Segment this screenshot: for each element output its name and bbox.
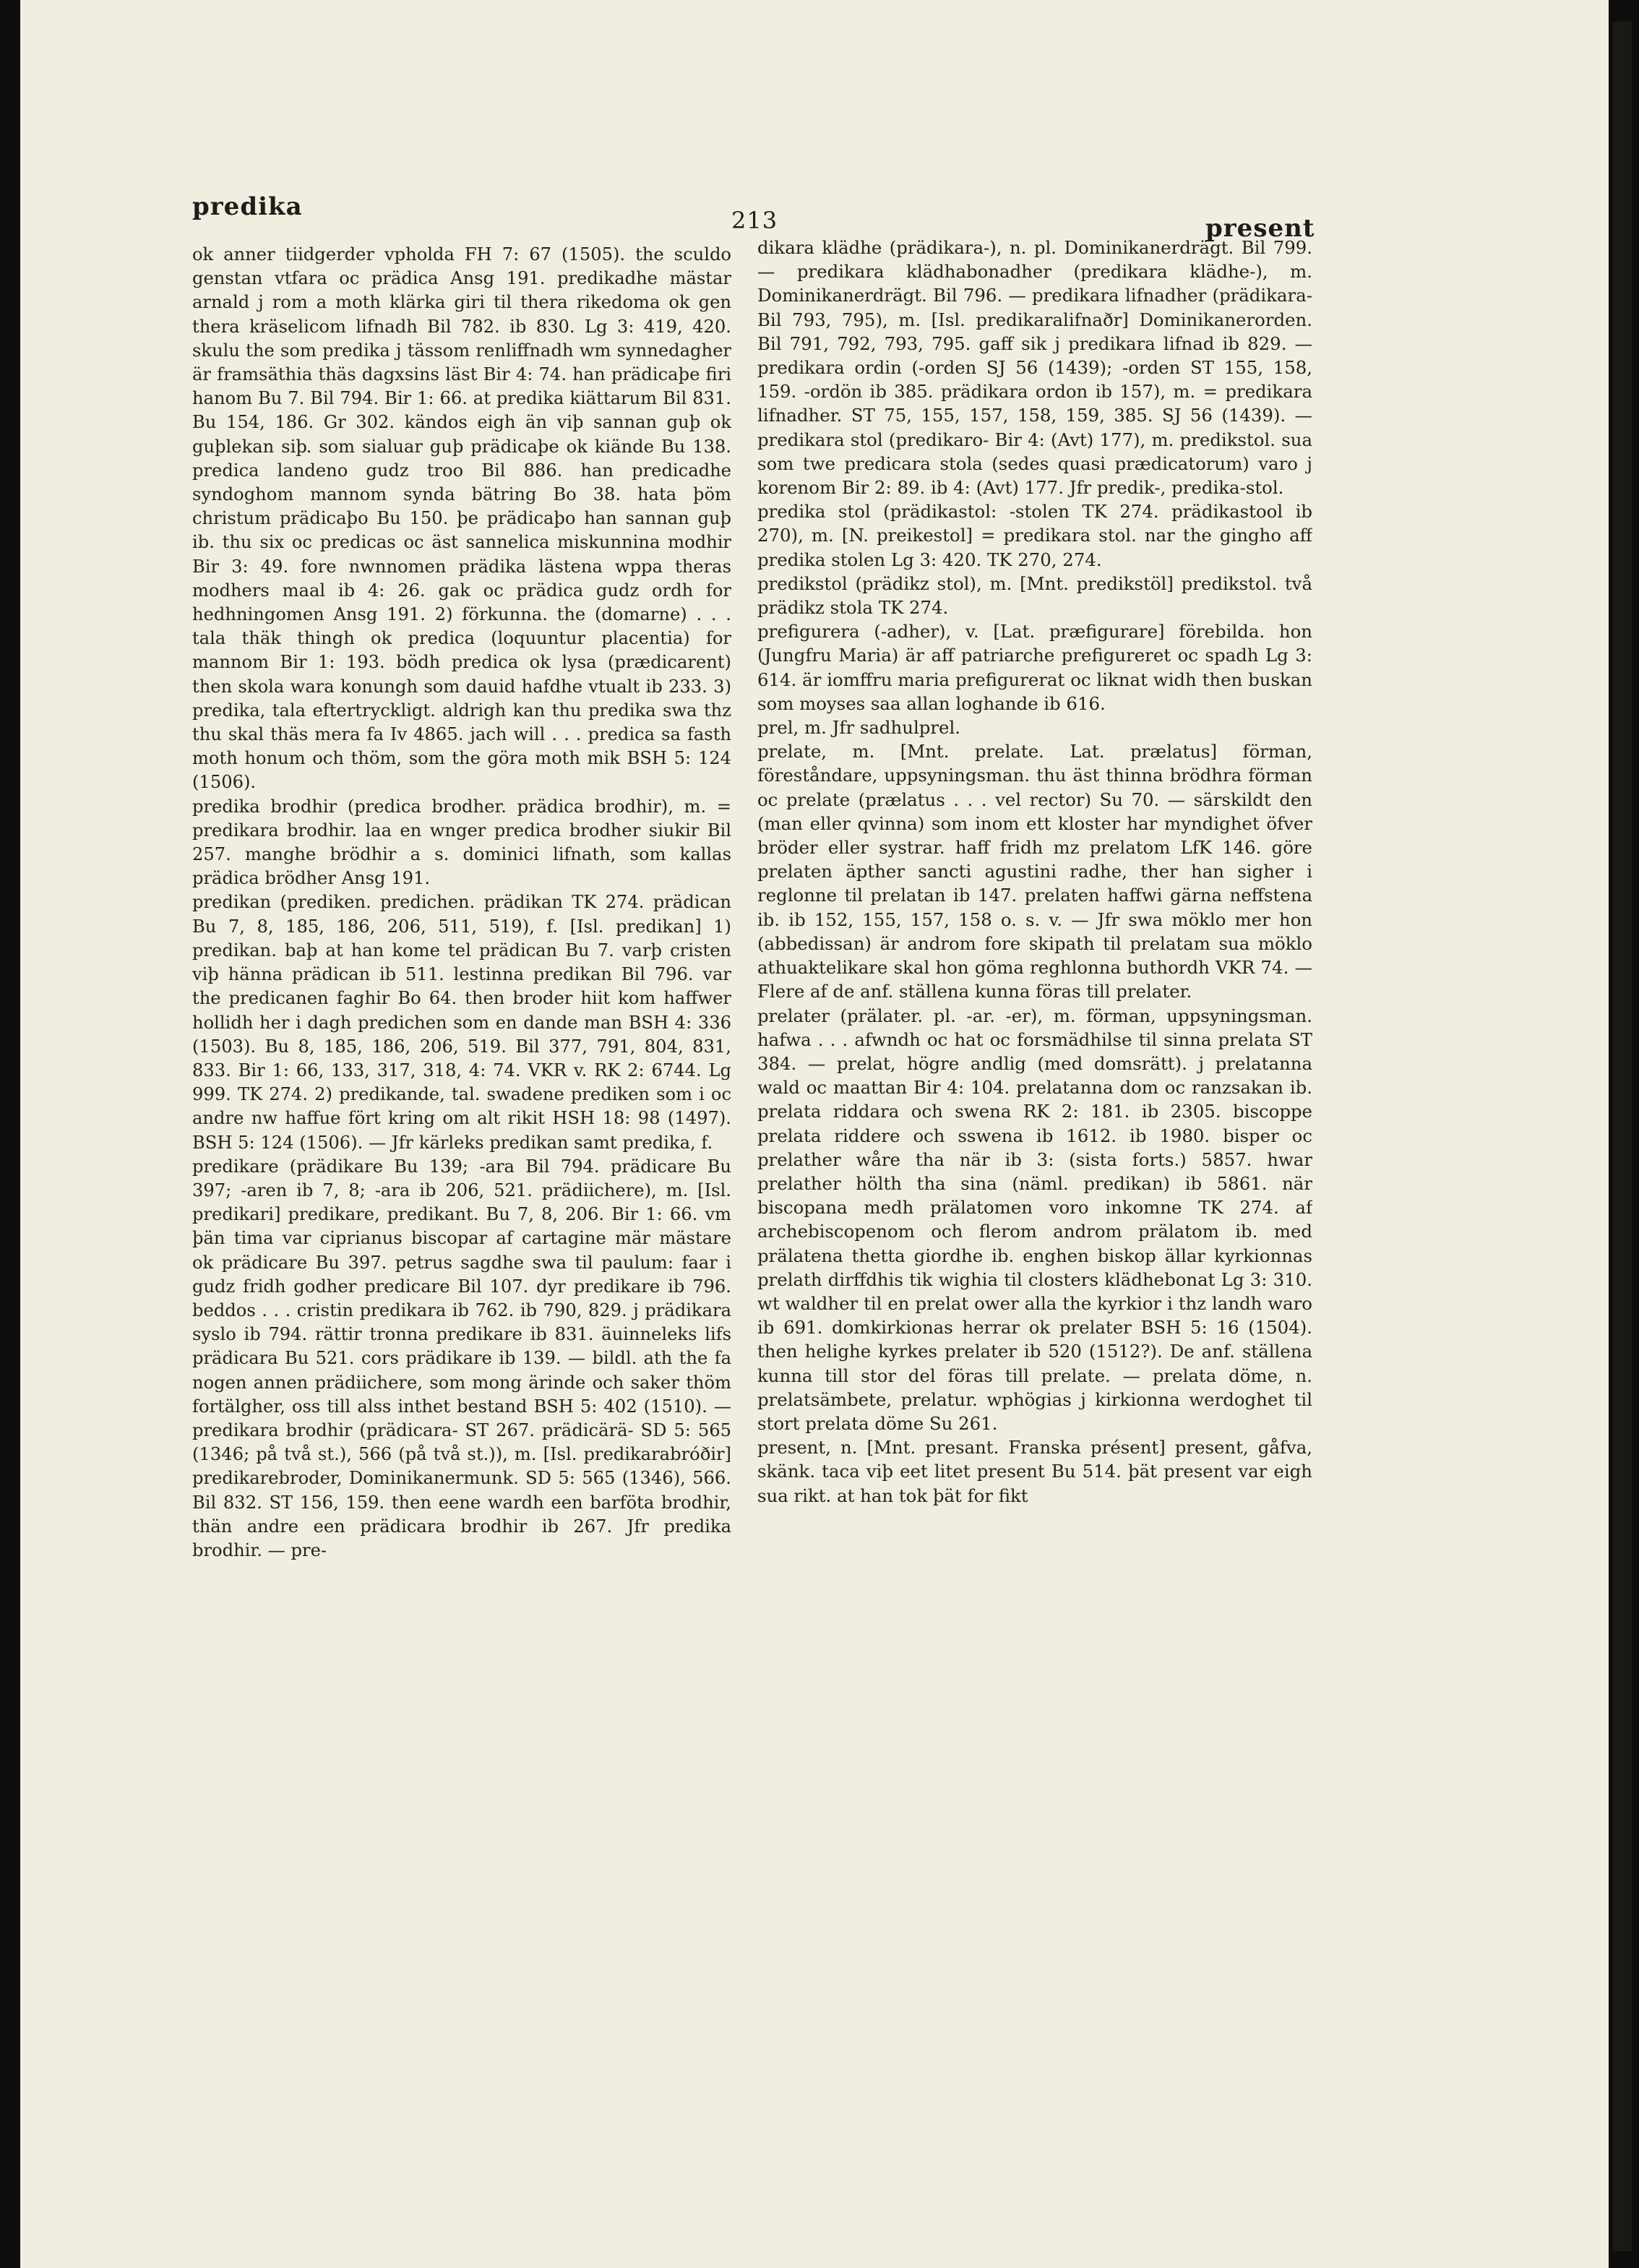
dictionary-entry: predika stol (prädikastol: -stolen TK 274. prädikastool ib 270), m. [N. preikestol] = predikara stol. nar the gingho aff predika stolen Lg 3: 420. TK 270, 274.	[757, 501, 1312, 570]
dictionary-entry: prel, m. Jfr sadhulprel.	[757, 717, 961, 739]
dictionary-page	[20, 0, 1609, 2268]
dictionary-entry: predika brodhir (predica brodher. prädica brodhir), m. = predikara brodhir. laa en wnger predica brodher siukir Bil 257. manghe brödhir a s. dominici lifnath, som kallas prädica brödher Ansg 191.	[192, 796, 731, 889]
dictionary-entry: dikara klädhe (prädikara-), n. pl. Dominikanerdrägt. Bil 799. — predikara klädhabonadher (predikara klädhe-), m. Dominikanerdrägt. Bil 796. — predikara lifnadher (prädikara- Bil 793, 795), m. [Isl. predikaralifnaðr] Dominikanerorden. Bil 791, 792, 793, 795. gaff sik j predikara lifnad ib 829. — predikara ordin (-orden SJ 56 (1439); -orden ST 155, 158, 159. -ordön ib 385. prädikara ordon ib 157), m. = predikara lifnadher. ST 75, 155, 157, 158, 159, 385. SJ 56 (1439). — predikara stol (predikaro- Bir 4: (Avt) 177), m. predikstol. sua som twe predicara stola (sedes quasi prædicatorum) varo j korenom Bir 2: 89. ib 4: (Avt) 177. Jfr predik-, predika-stol.	[757, 237, 1312, 499]
dictionary-entry: predikan (prediken. predichen. prädikan TK 274. prädican Bu 7, 8, 185, 186, 206, 511, 519), f. [Isl. predikan] 1) predikan. baþ at han kome tel prädican Bu 7. varþ cristen viþ hänna prädican ib 511. lestinna predikan Bil 796. var the predicanen faghir Bo 64. then broder hiit kom haffwer hollidh her i dagh predichen som en dande man BSH 4: 336 (1503). Bu 8, 185, 186, 206, 519. Bil 377, 791, 804, 831, 833. Bir 1: 66, 133, 317, 318, 4: 74. VKR v. RK 2: 6744. Lg 999. TK 274. 2) predikande, tal. swadene prediken som i oc andre nw haffue fört kring om alt rikit HSH 18: 98 (1497). BSH 5: 124 (1506). — Jfr kärleks predikan samt predika, f.	[192, 892, 731, 1153]
dictionary-entry: present, n. [Mnt. presant. Franska présent] present, gåfva, skänk. taca viþ eet litet present Bu 514. þät present var eigh sua rikt. at han tok þät for fikt	[757, 1437, 1312, 1506]
right-column	[757, 236, 1312, 1999]
left-column	[192, 243, 731, 2006]
dictionary-entry: prelate, m. [Mnt. prelate. Lat. prælatus] förman, föreståndare, uppsyningsman. thu äst thinna brödhra förman oc prelate (prælatus . . . vel rector) Su 70. — särskildt den (man eller qvinna) som inom ett kloster har myndighet öfver bröder eller systrar. haff fridh mz prelatom LfK 146. göre prelaten äpther sancti agustini radhe, ther han sigher i reglonne til prelatan ib 147. prelaten haffwi gärna neffstena ib. ib 152, 155, 157, 158 o. s. v. — Jfr swa möklo mer hon (abbedissan) är androm fore skipath til prelatam sua möklo athuaktelikare skal hon göma reghlonna buthordh VKR 74. — Flere af de anf. ställena kunna föras till prelater.	[757, 741, 1312, 1002]
dictionary-entry: predikare (prädikare Bu 139; -ara Bil 794. prädicare Bu 397; -aren ib 7, 8; -ara ib 206, 521. prädiichere), m. [Isl. predikari] predikare, predikant. Bu 7, 8, 206. Bir 1: 66. vm þän tima var ciprianus biscopar af cartagine mär mästare ok prädicare Bu 397. petrus sagdhe swa til paulum: faar i gudz fridh godher predicare Bil 107. dyr predikare ib 796. beddos . . . cristin predikara ib 762. ib 790, 829. j prädikara syslo ib 794. rättir tronna predikare ib 831. äuinneleks lifs prädicara Bu 521. cors prädikare ib 139. — bildl. ath the fa nogen annen prädiichere, som mong ärinde och saker thöm fortälgher, oss till alss inthet bestand BSH 5: 402 (1510). — predikara brodhir (prädicara- ST 267. prädicärä- SD 5: 565 (1346; på två st.), 566 (på två st.)), m. [Isl. predikarabróðir] predikarebroder, Dominikanermunk. SD 5: 565 (1346), 566. Bil 832. ST 156, 159. then eene wardh een barföta brodhir, thän andre een prädicara brodhir ib 267. Jfr predika brodhir. — pre-	[192, 1156, 731, 1560]
running-head-right: present	[1205, 214, 1315, 243]
page-edge-rule	[1613, 22, 1632, 2251]
dictionary-entry: prefigurera (-adher), v. [Lat. præfigurare] förebilda. hon (Jungfru Maria) är aff patriarche prefigureret oc spadh Lg 3: 614. är iomffru maria prefigurerat oc liknat widh then buskan som moyses saa allan loghande ib 616.	[757, 621, 1312, 714]
dictionary-entry: ok anner tiidgerder vpholda FH 7: 67 (1505). the sculdo genstan vtfara oc prädica Ansg 191. predikadhe mästar arnald j rom a moth klärka giri til thera rikedoma ok gen thera kräselicom lifnadh Bil 782. ib 830. Lg 3: 419, 420. skulu the som predika j tässom renliffnadh wm synnedagher är framsäthia thäs dagxsins läst Bir 4: 74. han prädicaþe firi hanom Bu 7. Bil 794. Bir 1: 66. at predika kiättarum Bil 831. Bu 154, 186. Gr 302. kändos eigh än viþ sannan guþ ok guþlekan siþ. som sialuar guþ prädicaþe ok kiände Bu 138. predica landeno gudz troo Bil 886. han predicadhe syndoghom mannom synda bätring Bo 38. hata þöm christum prädicaþo Bu 150. þe prädicaþo han sannan guþ ib. thu six oc predicas oc äst sannelica miskunnina modhir Bir 3: 49. fore nwnnomen prädika lästena wppa theras modhers maal ib 4: 26. gak oc prädica gudz ordh for hedhningomen Ansg 191. 2) förkunna. the (domarne) . . . tala thäk thingh ok predica (loquuntur placentia) for mannom Bir 1: 193. bödh predica ok lysa (prædicarent) then skola wara konungh som dauid hafdhe vtualt ib 233. 3) predika, tala eftertryckligt. aldrigh kan thu predika swa thz thu skal thäs mera fa Iv 4865. jach will . . . predica sa fasth moth honum och thöm, som the göra moth mik BSH 5: 124 (1506).	[192, 244, 731, 793]
running-head-left: predika	[192, 192, 303, 221]
dictionary-entry: predikstol (prädikz stol), m. [Mnt. predikstöl] predikstol. två prädikz stola TK 274.	[757, 572, 1312, 619]
dictionary-entry: prelater (prälater. pl. -ar. -er), m. förman, uppsyningsman. hafwa . . . afwndh oc hat oc forsmädhilse til sinna prelata ST 384. — prelat, högre andlig (med domsrätt). j prelatanna wald oc maattan Bir 4: 104. prelatanna dom oc ranzsakan ib. prelata riddara och swena RK 2: 181. ib 2305. biscoppe prelata riddere och sswena ib 1612. ib 1980. bisper oc prelather wåre tha när ib 3: (sista forts.) 5857. hwar prelather hölth tha sina (näml. predikan) ib 5861. när biscopana medh prälatomen voro inkomne TK 274. af archebiscopenom och flerom androm prälatom ib. med prälatena thetta giordhe ib. enghen biskop ällar kyrkionnas prelath dirffdhis tik wighia til closters klädhebonat Lg 3: 310. wt waldher til en prelat ower alla the kyrkior i thz landh waro ib 691. domkirkionas herrar ok prelater BSH 5: 16 (1504). then helighe kyrkes prelater ib 520 (1512?). De anf. ställena kunna till stor del föras till prelate. — prelata döme, n. prelatsämbete, prelatur. wphögias j kirkionna werdoghet til stort prelata döme Su 261.	[757, 1005, 1312, 1434]
page-number: 213	[731, 207, 778, 234]
